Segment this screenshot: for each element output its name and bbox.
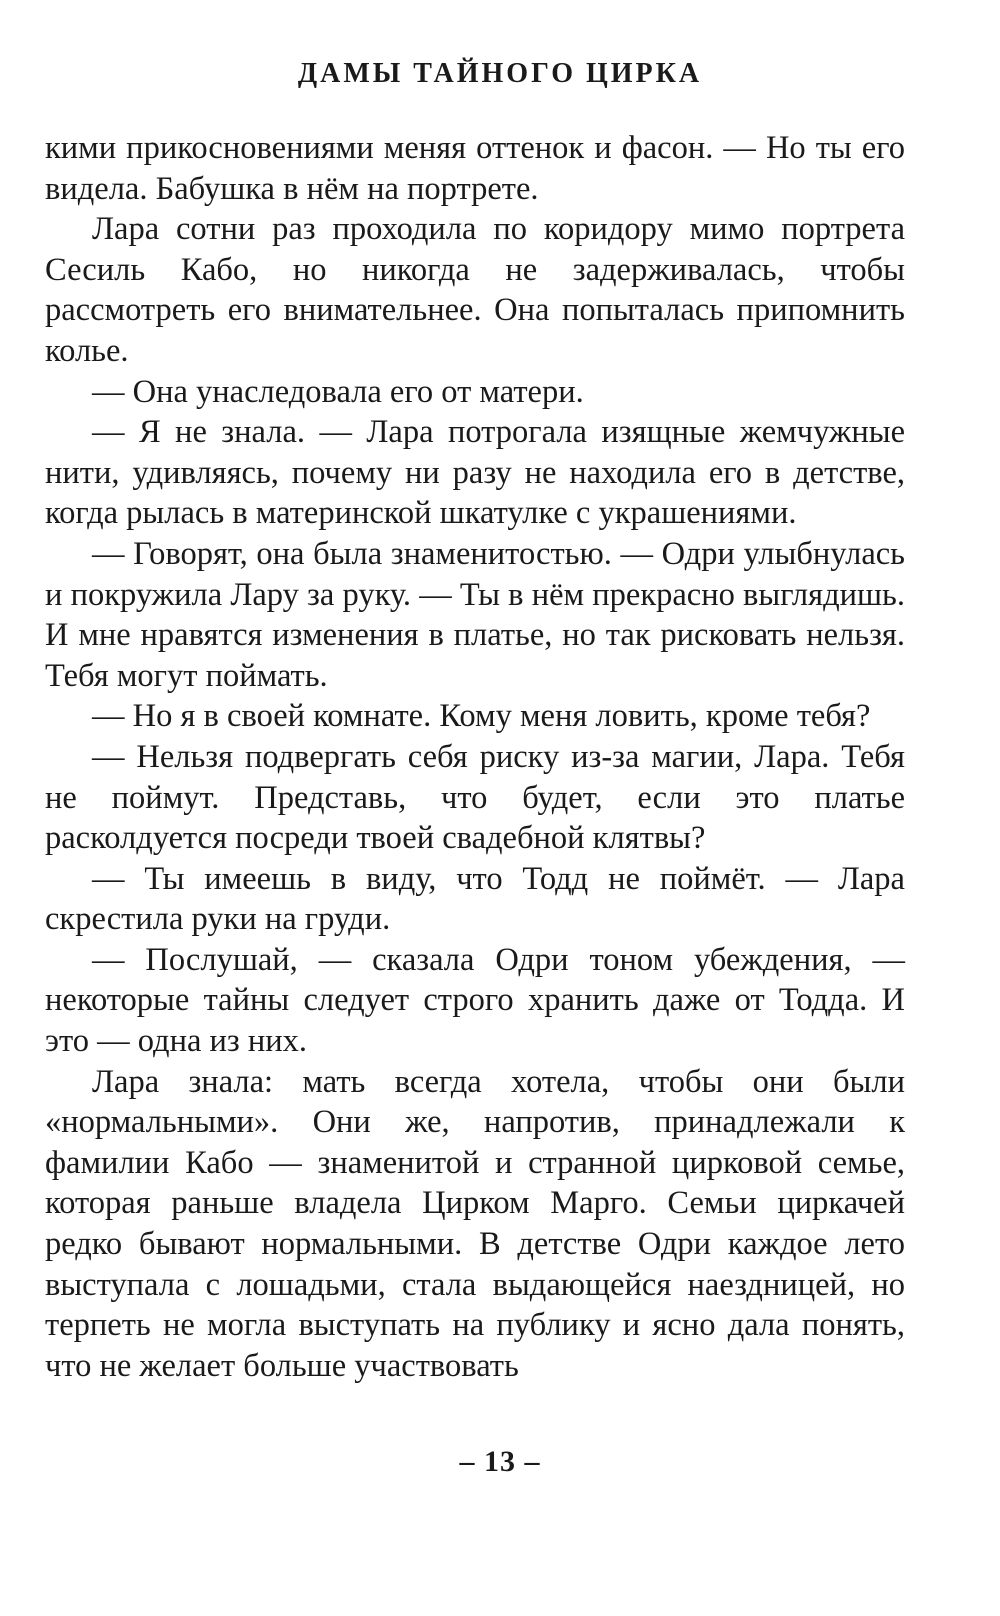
paragraph: — Послушай, — сказала Одри тоном убеждения, — некоторые тайны следует строго хранить даже от Тодда. И это — одна из них. [45,941,905,1060]
paragraph: — Но я в своей комнате. Кому меня ловить, кроме тебя? [92,698,871,735]
page-number: – 13 – [459,1445,541,1478]
running-head: ДАМЫ ТАЙНОГО ЦИРКА [297,58,703,89]
paragraph: — Нельзя подвергать себя риску из-за магии, Лара. Тебя не поймут. Представь, что будет, если это платье расколдуется посреди твоей свадебной клятвы? [45,738,905,857]
paragraph: — Ты имеешь в виду, что Тодд не поймёт. — Лара скрестила руки на груди. [45,860,905,938]
body-text [45,128,905,1386]
paragraph: Лара знала: мать всегда хотела, чтобы они были «нормальными». Они же, напротив, принадлежали к фамилии Кабо — знаменитой и странной цирковой семье, которая раньше владела Цирком Марго. Семьи циркачей редко бывают нормальными. В детстве Одри каждое лето выступала с лошадьми, стала выдающейся наездницей, но терпеть не могла выступать на публику и ясно дала понять, что не желает больше участвовать [45,1063,905,1384]
paragraph: — Она унаследовала его от матери. [92,373,584,410]
paragraph: — Я не знала. — Лара потрогала изящные жемчужные нити, удивляясь, почему ни разу не находила его в детстве, когда рылась в материнской шкатулке с украшениями. [45,414,905,532]
paragraph: — Говорят, она была знаменитостью. — Одри улыбнулась и покружила Лару за руку. — Ты в нём прекрасно выглядишь. И мне нравятся изменения в платье, но так рисковать нельзя. Тебя могут поймать. [45,535,905,694]
paragraph: Лара сотни раз проходила по коридору мимо портрета Сесиль Кабо, но никогда не задерживалась, чтобы рассмотреть его внимательнее. Она попыталась припомнить колье. [45,211,905,369]
paragraph: кими прикосновениями меняя оттенок и фасон. — Но ты его видела. Бабушка в нём на портрете. [45,130,905,207]
